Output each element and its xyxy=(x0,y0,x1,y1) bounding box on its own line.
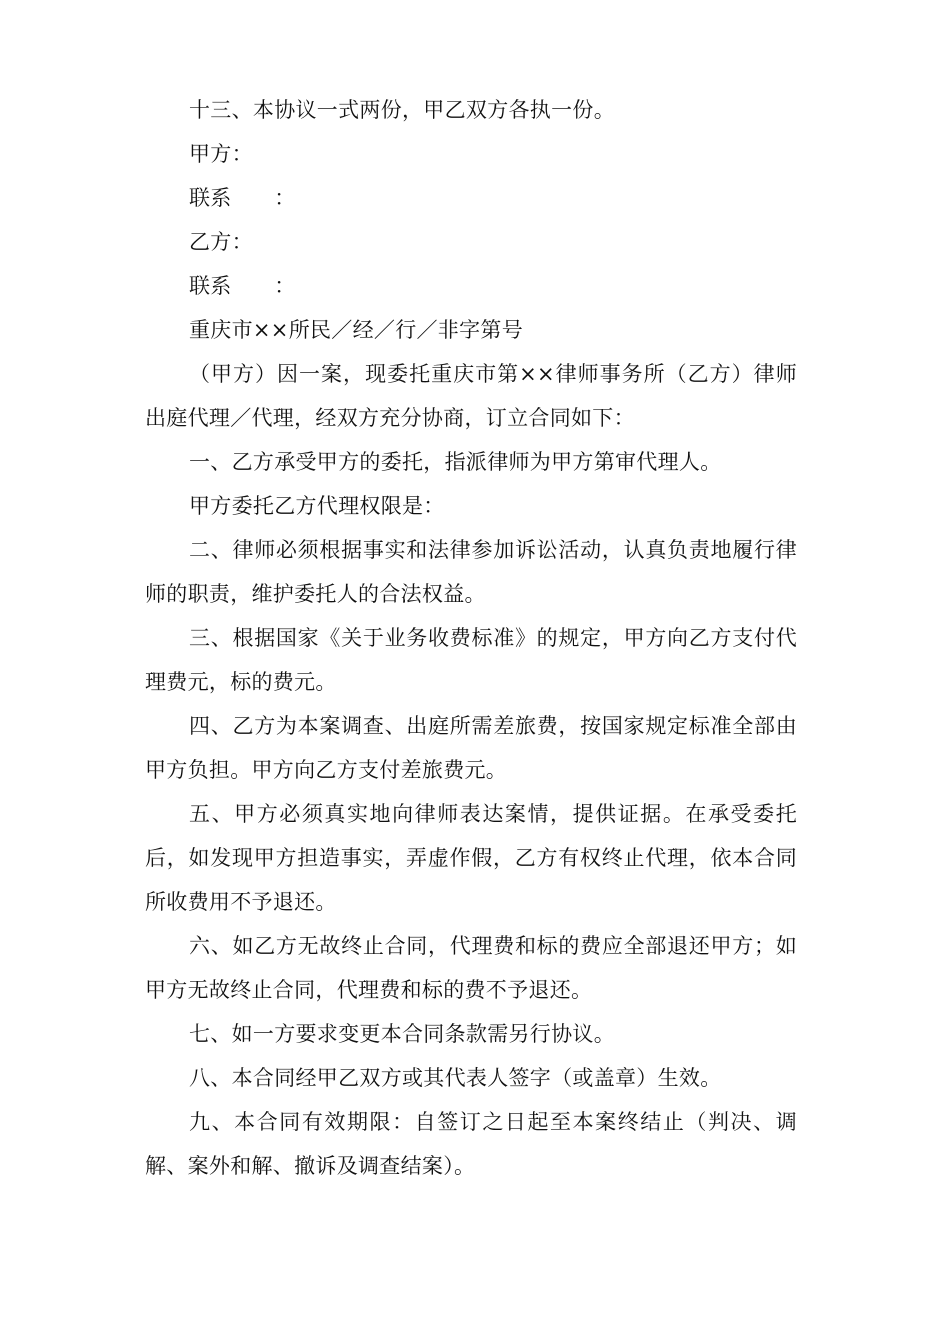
paragraph-party-a-contact: 联系 ： xyxy=(189,186,296,210)
paragraph-clause-7: 七、如一方要求变更本合同条款需另行协议。 xyxy=(189,1022,615,1046)
paragraph-clause-1: 一、乙方承受甲方的委托，指派律师为甲方第审代理人。 xyxy=(189,450,722,474)
paragraph-clause-4: 四、乙方为本案调查、出庭所需差旅费，按国家规定标准全部由甲方负担。甲方向乙方支付差旅费元。 xyxy=(145,714,797,782)
paragraph-party-a: 甲方： xyxy=(189,142,253,166)
paragraph-clause-13: 十三、本协议一式两份，甲乙双方各执一份。 xyxy=(189,98,615,122)
paragraph-party-b-contact: 联系 ： xyxy=(189,274,296,298)
paragraph-preamble: （甲方）因一案，现委托重庆市第××律师事务所（乙方）律师出庭代理／代理，经双方充分协商，订立合同如下： xyxy=(145,362,797,430)
paragraph-clause-3: 三、根据国家《关于业务收费标准》的规定，甲方向乙方支付代理费元，标的费元。 xyxy=(145,626,797,694)
paragraph-clause-6: 六、如乙方无故终止合同，代理费和标的费应全部退还甲方；如甲方无故终止合同，代理费和标的费不予退还。 xyxy=(145,934,797,1002)
paragraph-clause-2: 二、律师必须根据事实和法律参加诉讼活动，认真负责地履行律师的职责，维护委托人的合法权益。 xyxy=(145,538,797,606)
paragraph-clause-9: 九、本合同有效期限：自签订之日起至本案终结止（判决、调解、案外和解、撤诉及调查结案）。 xyxy=(145,1110,797,1178)
paragraph-clause-5: 五、甲方必须真实地向律师表达案情，提供证据。在承受委托后，如发现甲方担造事实，弄虚作假，乙方有权终止代理，依本合同所收费用不予退还。 xyxy=(145,802,797,914)
document-body xyxy=(145,88,797,1188)
paragraph-authority: 甲方委托乙方代理权限是： xyxy=(189,494,445,518)
paragraph-party-b: 乙方： xyxy=(189,230,253,254)
paragraph-case-number: 重庆市××所民／经／行／非字第号 xyxy=(189,318,523,342)
paragraph-clause-8: 八、本合同经甲乙双方或其代表人签字（或盖章）生效。 xyxy=(189,1066,722,1090)
